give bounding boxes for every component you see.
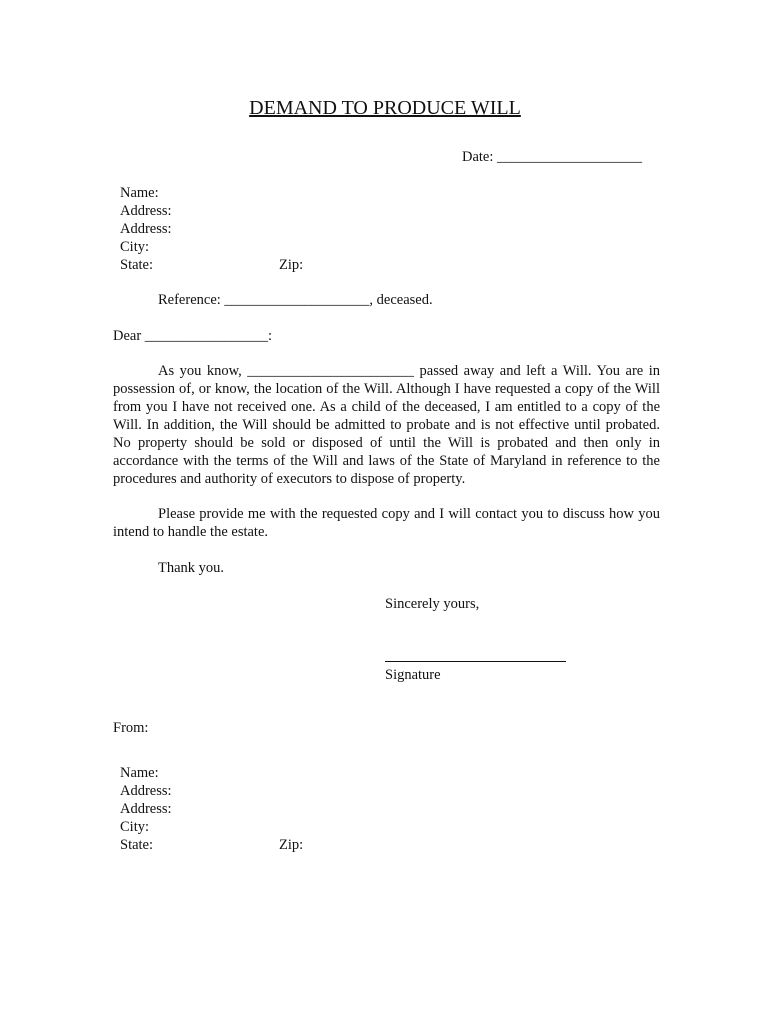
recipient-state-label: State: [120,257,154,273]
signature-line [385,661,566,662]
recipient-city-label: City: [120,239,150,255]
sender-state-label: State: [120,837,154,853]
from-label: From: [113,720,149,736]
body-paragraph-1: As you know, _______________________ passed away and left a Will. You are in possession of, or know, the location of the Will. Although I have requested a copy of the Will from you I have not received one. As a child of the deceased, I am entitled to a copy of the Will. In addition, the Will should be admitted to probate and is not effective until probated. No property should be sold or disposed of until the Will is probated and then only in accordance with the terms of the Will and laws of the State of Maryland in reference to the procedures and authority of executors to dispose of property. [113,363,660,487]
recipient-name-label: Name: [120,185,159,201]
closing: Sincerely yours, [385,596,480,612]
salutation: Dear _________________: [113,328,273,344]
sender-zip-label: Zip: [279,837,304,853]
recipient-address2-label: Address: [120,221,172,237]
signature-label: Signature [385,667,441,683]
sender-name-label: Name: [120,765,159,781]
sender-address2-label: Address: [120,801,172,817]
recipient-zip-label: Zip: [279,257,304,273]
body-paragraph-3: Thank you. [158,560,225,576]
sender-city-label: City: [120,819,150,835]
reference-line: Reference: ____________________, deceased. [158,292,433,308]
page-title: DEMAND TO PRODUCE WILL [249,97,521,119]
recipient-address1-label: Address: [120,203,172,219]
date-line: Date: ____________________ [462,149,643,165]
body-paragraph-2: Please provide me with the requested copy and I will contact you to discuss how you intend to handle the estate. [113,506,660,540]
sender-address1-label: Address: [120,783,172,799]
